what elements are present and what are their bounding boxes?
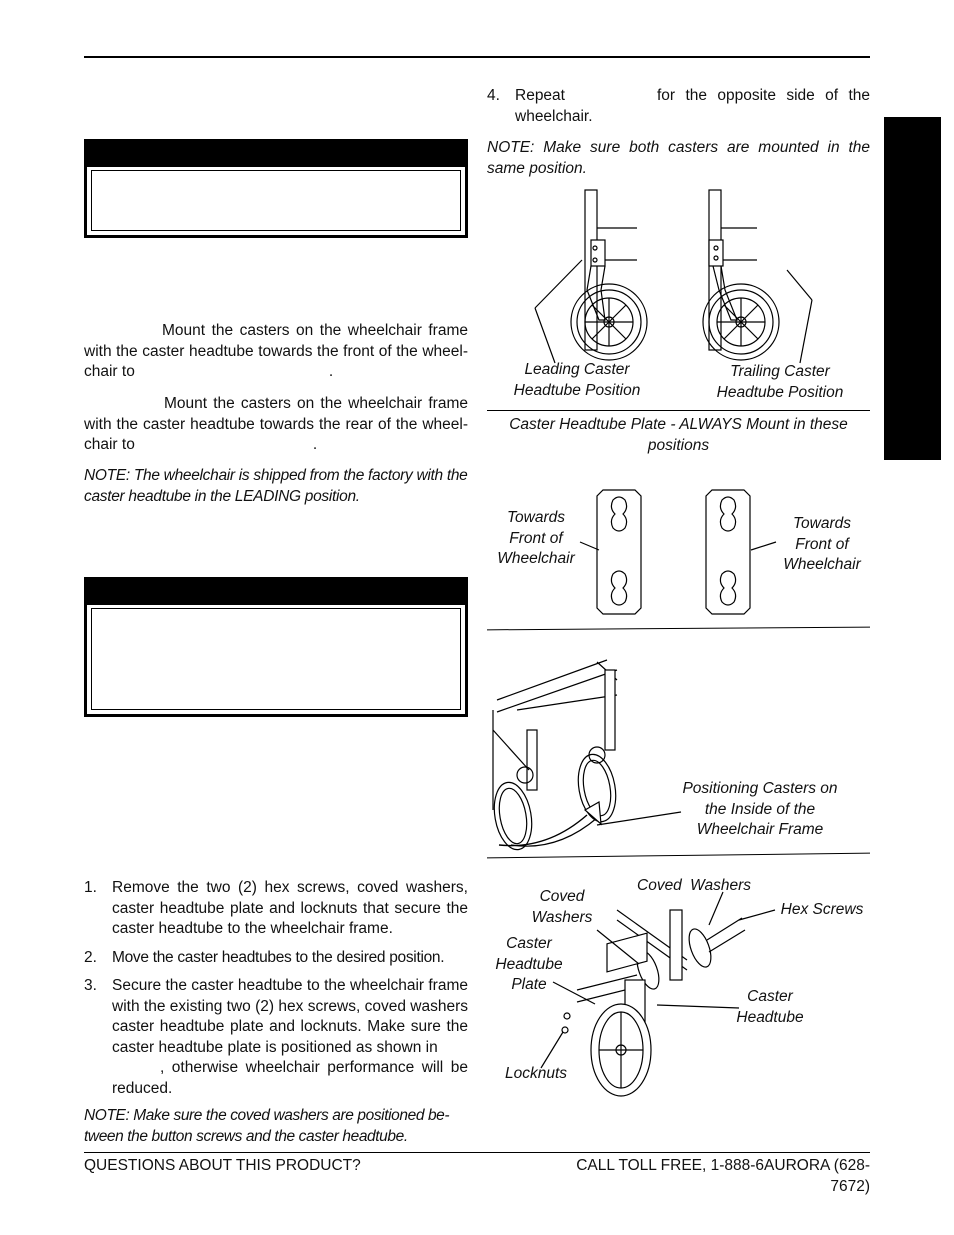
section-tab [884,117,941,460]
note-washers: NOTE: Make sure the coved washers are positioned be- tween the button screws and the caster headtube. [84,1107,450,1145]
label-caster-headtube: Caster Headtube [736,988,804,1026]
top-rule [84,56,870,58]
step-2-number: 2. [84,948,97,966]
step-1 [84,878,468,940]
leading-paragraph-end: . [328,363,334,380]
label-leading-caster: Leading Caster Headtube Position [513,361,641,399]
step-4-number: 4. [487,87,500,104]
footer-rule [84,1152,870,1153]
step-3-text-end: , otherwise wheelchair performance will be reduced. [112,1059,468,1097]
figure-1-rule [487,410,870,411]
warning-box-1 [84,139,468,238]
label-hex-screws: Hex Screws [780,901,864,918]
warning-box-2-header [87,580,465,605]
trailing-paragraph [84,394,468,456]
warning-box-2 [84,577,468,717]
step-4-text-b: for the opposite side of the wheelchair. [515,87,870,125]
label-towards-front-left: Towards Front of Wheelchair [497,509,575,567]
step-2-text: Move the caster headtubes to the desired position. [112,948,445,966]
label-caster-headtube-plate: Caster Headtube Plate [495,935,563,993]
label-locknuts: Locknuts [504,1065,568,1082]
step-3-number: 3. [84,977,97,994]
note-both-casters: NOTE: Make sure both casters are mounted in the same position. [487,139,870,177]
footer-question: QUESTIONS ABOUT THIS PRODUCT? [84,1157,361,1174]
note-shipped: NOTE: The wheelchair is shipped from the factory with the caster headtube in the LEADING position. [84,467,468,505]
step-1-number: 1. [84,879,97,896]
warning-box-1-body [91,170,461,231]
step-1-text: Remove the two (2) hex screws, coved washers, caster headtube plate and locknuts that secure the caster headtube to the wheelchair frame. [112,879,468,937]
figure-2-rule [487,627,870,631]
label-coved-washers-left: Coved Washers [531,888,593,926]
step-3-text: Secure the caster headtube to the wheelchair frame with the existing two (2) hex screws, coved washers caster headtube plate and locknuts. Make sure the caster headtube plate is positioned as shown in [112,977,468,1056]
footer-phone: CALL TOLL FREE, 1-888-6AURORA (628-7672) [576,1157,870,1195]
leading-paragraph [84,321,468,383]
step-4-text-a: Repeat [515,87,565,104]
figure-1-caption: Caster Headtube Plate - ALWAYS Mount in these positions [509,416,848,454]
trailing-paragraph-end: . [312,436,318,453]
label-trailing-caster: Trailing Caster Headtube Position [716,363,844,401]
warning-box-2-body [91,608,461,710]
leading-paragraph-text: Mount the casters on the wheelchair frame with the caster headtube towards the front of the wheel- chair to [84,322,468,380]
label-towards-front-right: Towards Front of Wheelchair [783,515,861,573]
label-positioning-casters: Positioning Casters on the Inside of the Wheelchair Frame [682,780,838,838]
step-3 [84,976,468,1099]
trailing-paragraph-text: Mount the casters on the wheelchair frame with the caster headtube towards the rear of the wheel- chair to [84,395,468,453]
procedure-steps [84,878,468,1107]
step-4 [487,86,870,127]
caster-position-illustration [487,180,870,370]
step-2 [84,948,468,969]
warning-box-1-header [87,142,465,167]
label-coved-washers-top: Coved Washers [637,877,751,894]
